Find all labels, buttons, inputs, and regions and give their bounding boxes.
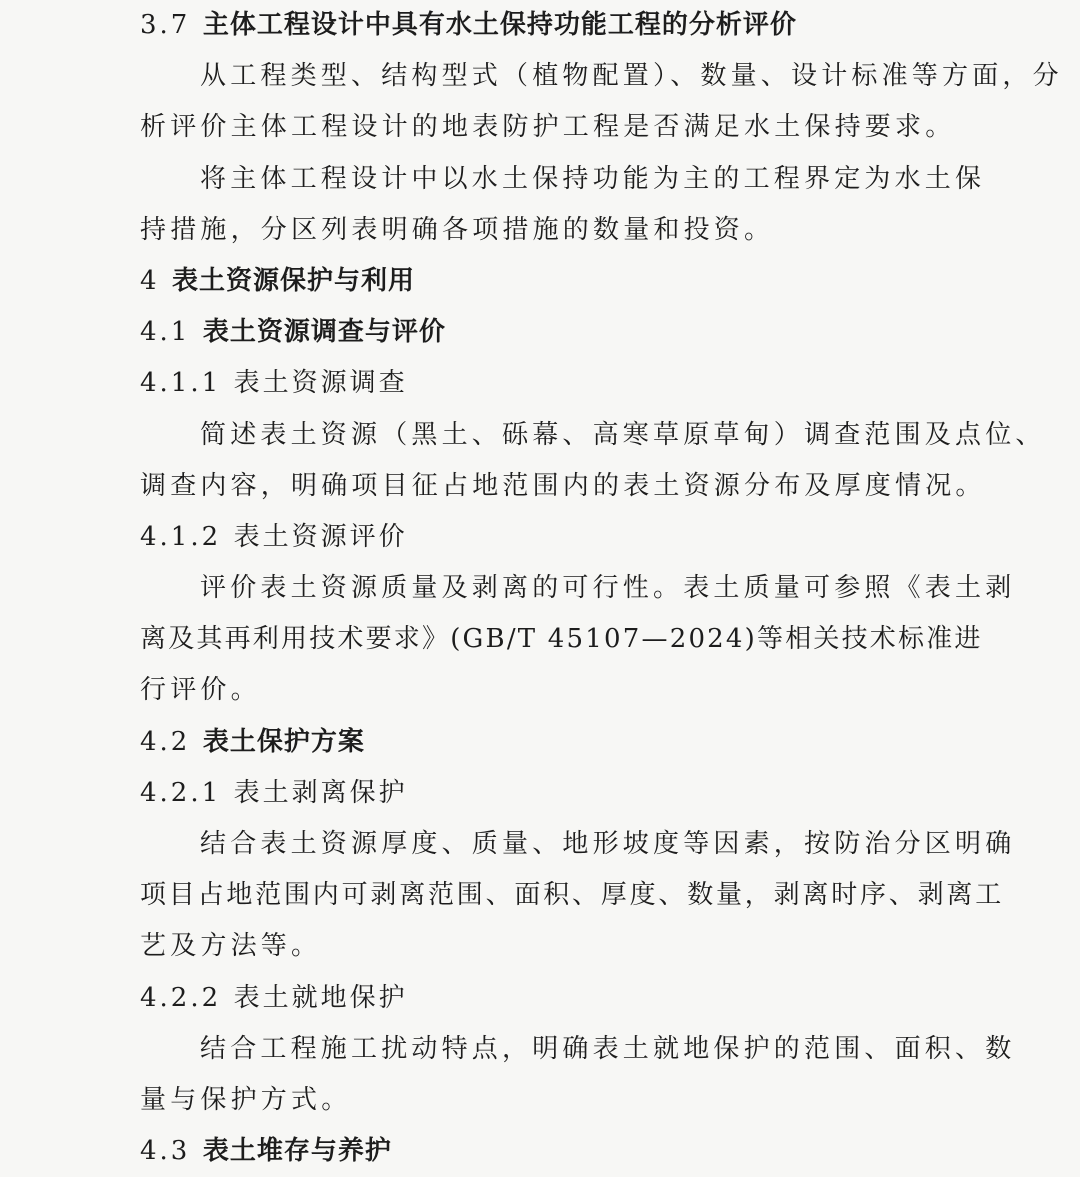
paragraph-line: 评价表土资源质量及剥离的可行性。表土质量可参照《表土剥	[200, 573, 1016, 604]
heading-4-3	[140, 1126, 970, 1177]
heading-4	[140, 256, 970, 307]
paragraph-line: 析评价主体工程设计的地表防护工程是否满足水土保持要求。	[140, 112, 956, 143]
paragraph-line: 调查内容，明确项目征占地范围内的表土资源分布及厚度情况。	[140, 470, 986, 501]
section-title: 表土资源保护与利用	[172, 265, 416, 296]
paragraph-line: 结合工程施工扰动特点，明确表土就地保护的范围、面积、数	[200, 1033, 1016, 1064]
paragraph-line: 项目占地范围内可剥离范围、面积、厚度、数量，剥离时序、剥离工	[140, 880, 1005, 911]
section-number: 4.1.2	[140, 521, 222, 552]
section-title: 表土就地保护	[233, 982, 408, 1013]
section-number: 4.1.1	[140, 368, 222, 399]
section-number: 3.7	[140, 10, 191, 40]
paragraph-line: 艺及方法等。	[140, 931, 322, 962]
section-number: 4	[140, 265, 160, 296]
section-title: 表土剥离保护	[233, 777, 408, 808]
section-title: 主体工程设计中具有水土保持功能工程的分析评价	[202, 10, 797, 40]
heading-3-7	[140, 0, 970, 51]
heading-4-1-2	[140, 512, 970, 563]
heading-4-2-1	[140, 768, 970, 819]
paragraph-line: 将主体工程设计中以水土保持功能为主的工程界定为水土保	[200, 163, 986, 194]
paragraph-line: 离及其再利用技术要求》(GB/T 45107—2024)等相关技术标准进	[140, 624, 983, 655]
section-title: 表土资源评价	[233, 521, 408, 552]
section-number: 4.1	[140, 317, 191, 348]
heading-4-1	[140, 307, 970, 358]
section-title: 表土堆存与养护	[202, 1136, 392, 1167]
paragraph-line: 量与保护方式。	[140, 1084, 352, 1115]
heading-4-1-1	[140, 358, 970, 409]
paragraph-line: 从工程类型、结构型式（植物配置）、数量、设计标准等方面，分	[200, 61, 1063, 92]
paragraph-line: 简述表土资源（黑土、砾幕、高寒草原草甸）调查范围及点位、	[200, 419, 1046, 450]
section-title: 表土保护方案	[202, 726, 365, 757]
paragraph-line: 行评价。	[140, 675, 261, 706]
section-number: 4.2	[140, 726, 191, 757]
section-number: 4.3	[140, 1136, 191, 1167]
heading-4-2	[140, 717, 970, 768]
section-number: 4.2.1	[140, 777, 222, 808]
heading-4-2-2	[140, 973, 970, 1024]
paragraph-line: 持措施，分区列表明确各项措施的数量和投资。	[140, 214, 775, 245]
paragraph-line: 结合表土资源厚度、质量、地形坡度等因素，按防治分区明确	[200, 829, 1016, 859]
section-number: 4.2.2	[140, 982, 222, 1013]
section-title: 表土资源调查	[233, 368, 408, 399]
section-title: 表土资源调查与评价	[202, 317, 446, 348]
